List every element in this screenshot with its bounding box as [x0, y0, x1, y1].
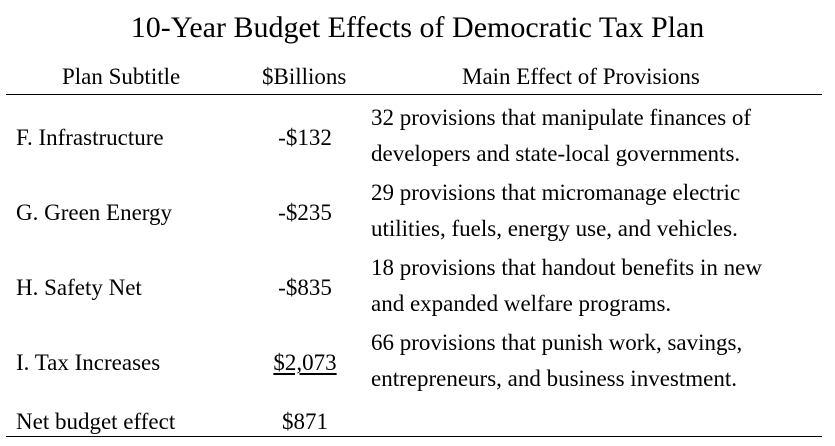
- column-header-billions: $Billions: [262, 64, 347, 89]
- row-plan-subtitle: H. Safety Net: [16, 275, 142, 300]
- row-main-effect: [371, 175, 831, 247]
- row-plan-subtitle: F. Infrastructure: [16, 125, 164, 150]
- table-title: 10-Year Budget Effects of Democratic Tax Plan: [130, 11, 705, 44]
- table-row: [0, 100, 835, 175]
- row-plan-subtitle: I. Tax Increases: [16, 350, 161, 375]
- row-billions-value: -$835: [278, 275, 332, 300]
- row-effect-line: entrepreneurs, and business investment.: [371, 366, 737, 391]
- row-effect-line: utilities, fuels, energy use, and vehicles.: [371, 216, 738, 241]
- table-row: [0, 250, 835, 325]
- table-row: [0, 175, 835, 250]
- total-row: [0, 408, 835, 436]
- column-header-main-effect: Main Effect of Provisions: [462, 64, 700, 89]
- underlined-value: $2,073: [273, 350, 337, 375]
- row-main-effect: [371, 250, 831, 322]
- row-main-effect: [371, 325, 831, 397]
- row-billions-value: -$132: [278, 125, 332, 150]
- row-effect-line: 29 provisions that micromanage electric: [371, 180, 741, 205]
- row-effect-line: and expanded welfare programs.: [371, 291, 672, 316]
- row-billions-value: -$235: [278, 200, 332, 225]
- row-effect-line: 32 provisions that manipulate finances of: [371, 105, 752, 130]
- table-row: [0, 325, 835, 400]
- row-effect-line: 66 provisions that punish work, savings,: [371, 330, 743, 355]
- row-effect-line: 18 provisions that handout benefits in new: [371, 255, 762, 280]
- table-bottom-rule: [6, 436, 822, 437]
- row-main-effect: [371, 100, 831, 172]
- row-effect-line: developers and state-local governments.: [371, 141, 741, 166]
- row-plan-subtitle: G. Green Energy: [16, 200, 173, 225]
- total-value: $871: [282, 409, 328, 434]
- column-header-plan-subtitle: Plan Subtitle: [62, 64, 181, 89]
- total-label: Net budget effect: [16, 409, 176, 434]
- header-divider: [6, 94, 822, 95]
